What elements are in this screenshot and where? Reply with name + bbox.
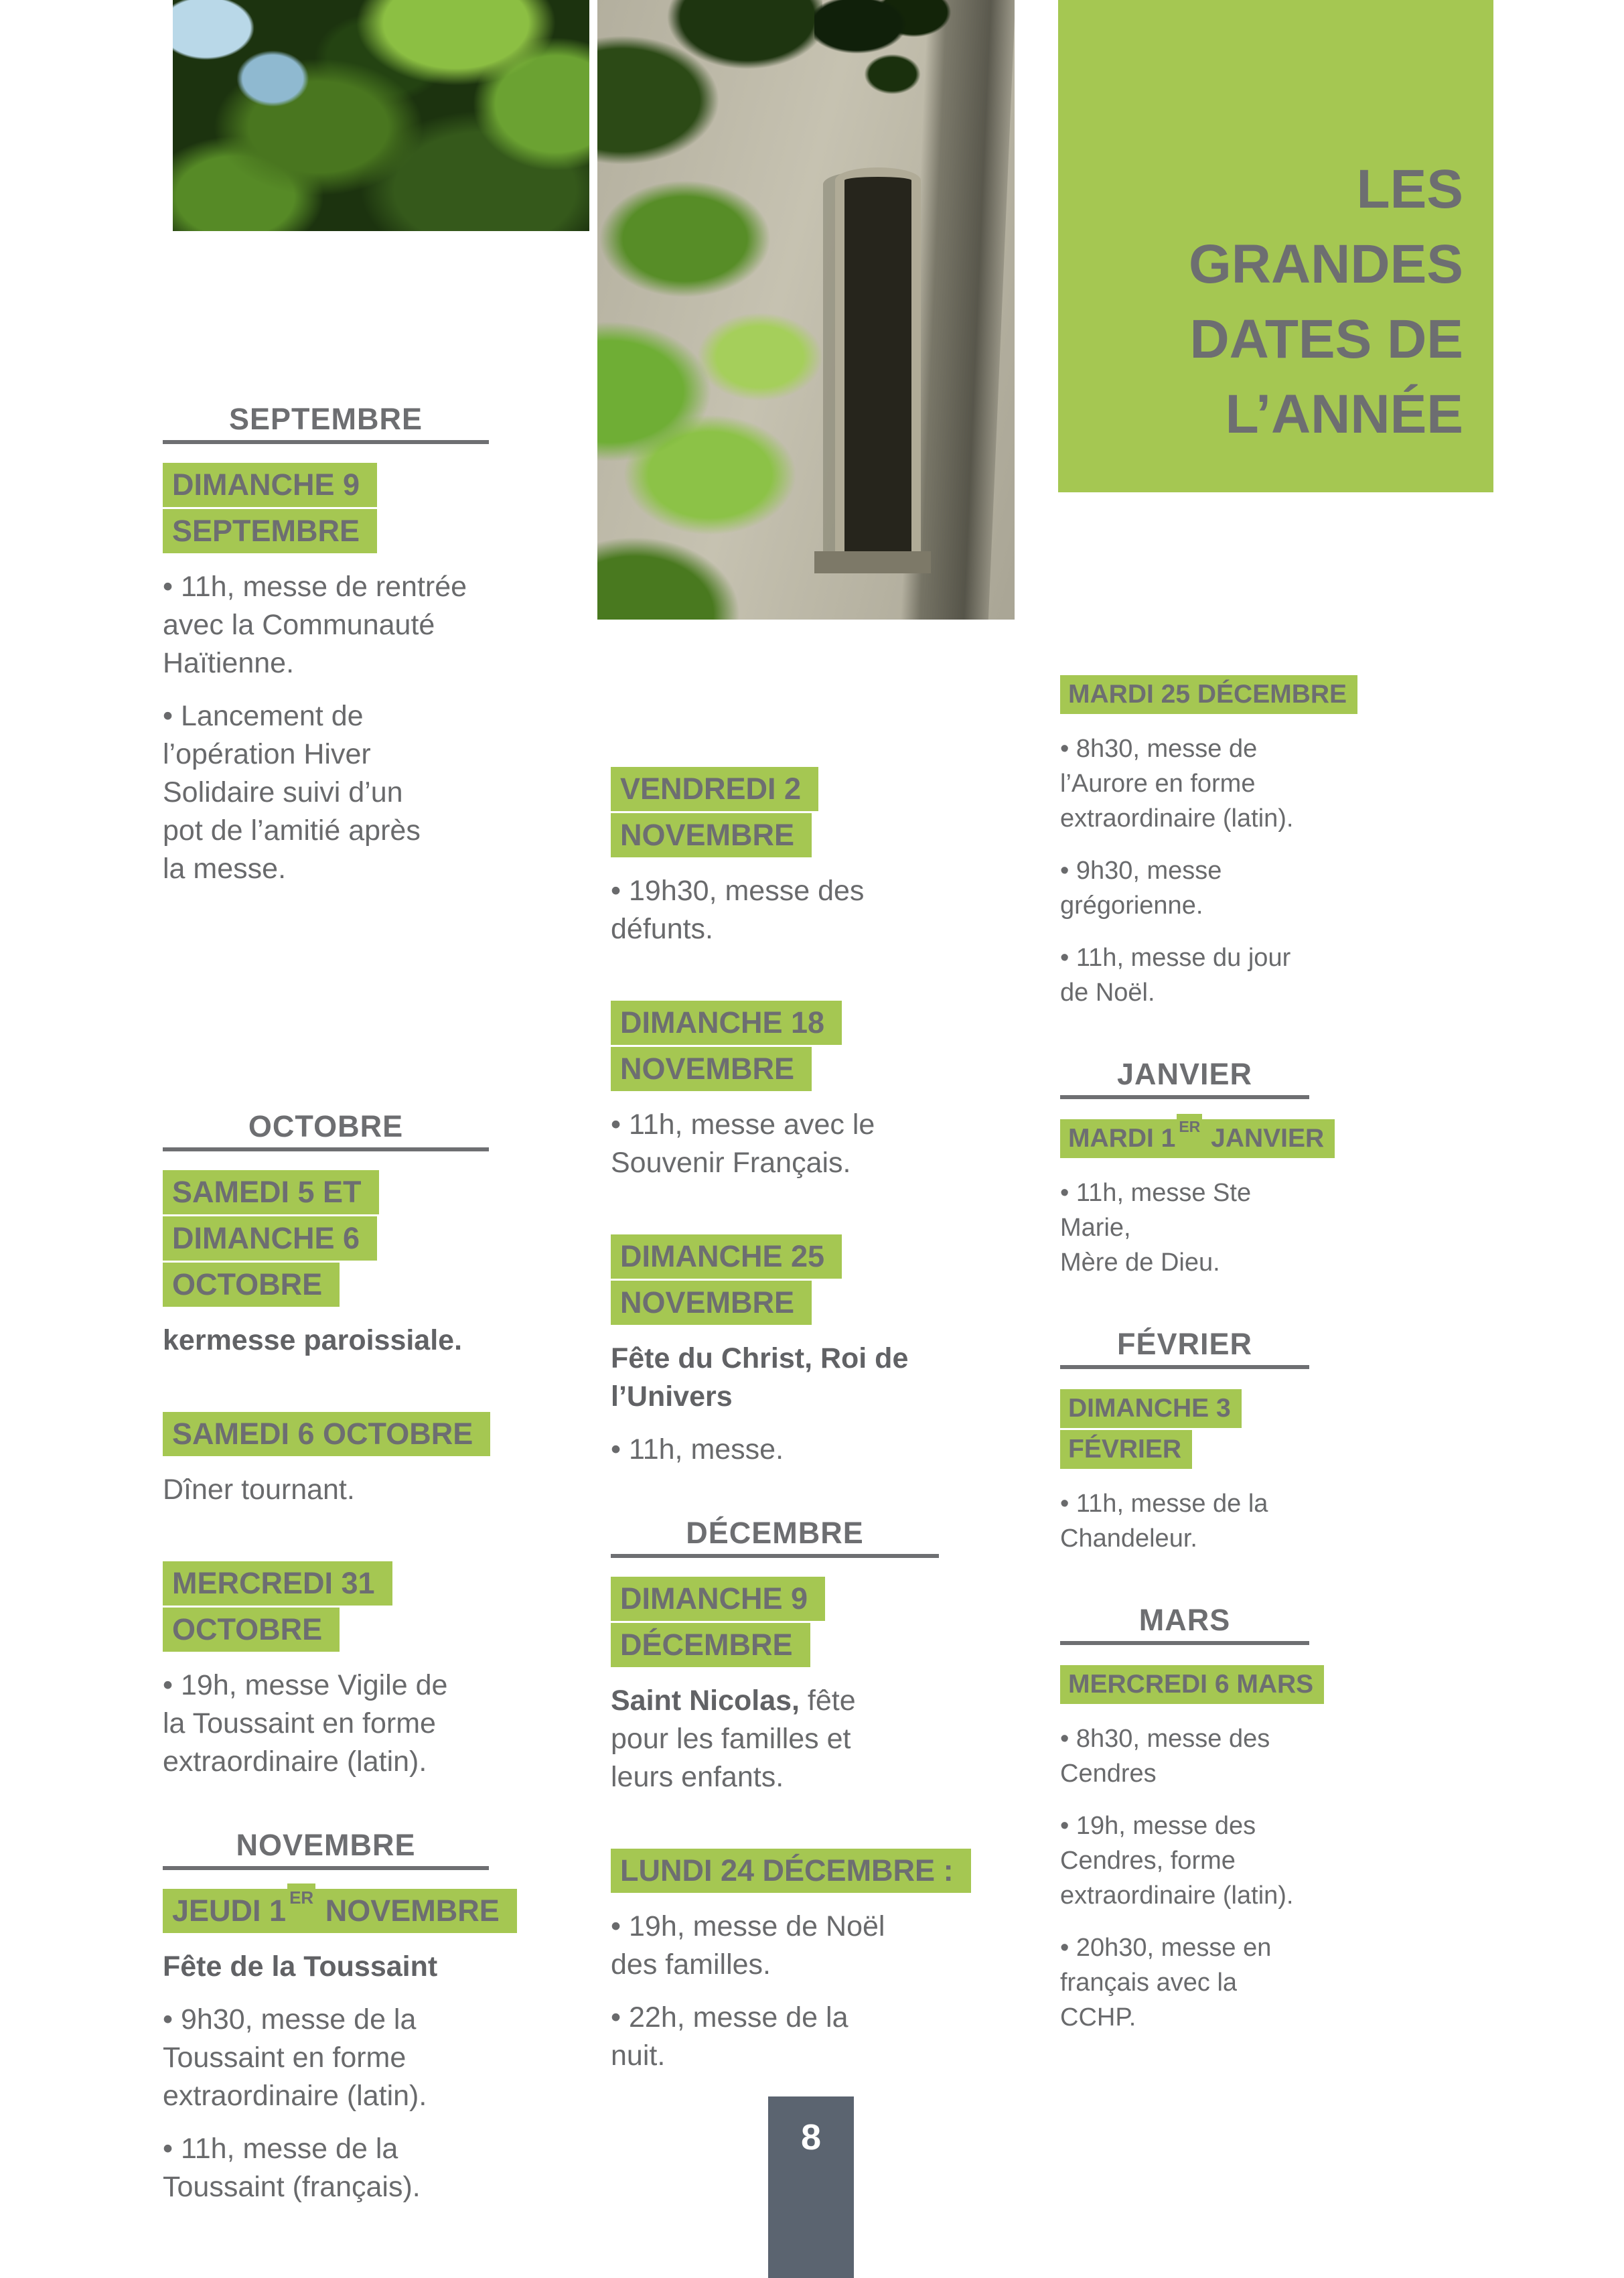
date-label-dimanche-9-septembre — [163, 463, 489, 553]
date-label-line: VENDREDI 2 — [611, 767, 939, 811]
photo-church-tower — [597, 0, 1015, 620]
date-label-line: SAMEDI 5 ET — [163, 1170, 489, 1214]
event-text: Fête du Christ, Roi de l’Univers — [611, 1342, 909, 1413]
event-text: • 11h, messe Ste Marie, Mère de Dieu. — [1060, 1179, 1252, 1277]
date-label-line: NOVEMBRE — [611, 1047, 939, 1091]
date-label-samedi-6-octobre — [163, 1412, 489, 1456]
date-label-vendredi-2-novembre — [611, 767, 939, 857]
date-label-line: NOVEMBRE — [611, 813, 939, 857]
church-window-sill — [814, 551, 931, 573]
date-label-jeudi-1er-novembre — [163, 1888, 500, 1933]
event-text: Saint Nicolas, fête pour les familles et leurs enfants. — [611, 1685, 856, 1793]
events-column-november-december — [611, 767, 954, 2075]
date-label-lundi-24-decembre — [611, 1849, 954, 1893]
date-label-line: SEPTEMBRE — [163, 509, 489, 553]
date-label-dimanche-25-novembre — [611, 1234, 939, 1325]
date-label-line: JEUDI 1 ER NOVEMBRE — [163, 1889, 489, 1933]
date-label-line: MERCREDI 6 MARS — [1060, 1665, 1309, 1704]
month-header-novembre: NOVEMBRE — [163, 1828, 489, 1870]
date-label-line: SAMEDI 6 OCTOBRE — [163, 1412, 489, 1456]
date-label-mardi-25-decembre — [1060, 675, 1347, 714]
date-label-line: OCTOBRE — [163, 1263, 489, 1307]
month-header-decembre: DÉCEMBRE — [611, 1516, 939, 1558]
event-text: • 8h30, messe de l’Aurore en forme extraordinaire (latin). — [1060, 735, 1294, 833]
page-number: 8 — [800, 2117, 822, 2157]
month-header-mars: MARS — [1060, 1603, 1309, 1645]
page-title-line: DATES DE — [1189, 309, 1463, 370]
date-label-dimanche-3-fevrier — [1060, 1389, 1309, 1469]
date-label-line: DIMANCHE 6 — [163, 1216, 489, 1261]
event-text: • 19h, messe de Noël des familles. — [611, 1910, 885, 1981]
month-header-octobre: OCTOBRE — [163, 1109, 489, 1151]
event-text: Fête de la Toussaint — [163, 1950, 438, 1983]
event-text: • 11h, messe de la Chandeleur. — [1060, 1490, 1268, 1553]
date-label-dimanche-18-novembre — [611, 1001, 939, 1091]
date-label-mercredi-31-octobre — [163, 1561, 489, 1652]
date-label-line: NOVEMBRE — [611, 1281, 939, 1325]
event-text: • 19h, messe des Cendres, forme extraordinaire (latin). — [1060, 1812, 1294, 1910]
event-text: • 11h, messe avec le Souvenir Français. — [611, 1109, 875, 1179]
event-text: • Lancement de l’opération Hiver Solidaire suivi d’un pot de l’amitié après la messe. — [163, 700, 421, 885]
event-text: • 19h, messe Vigile de la Toussaint en forme extraordinaire (latin). — [163, 1669, 448, 1778]
date-label-line: DIMANCHE 9 — [611, 1577, 939, 1621]
leaf-silhouette — [814, 0, 956, 105]
event-text: • 20h30, messe en français avec la CCHP. — [1060, 1934, 1272, 2032]
date-label-line: OCTOBRE — [163, 1608, 489, 1652]
month-header-septembre: SEPTEMBRE — [163, 402, 489, 444]
title-block — [1058, 0, 1493, 492]
date-label-line: MARDI 25 DÉCEMBRE — [1060, 675, 1309, 714]
event-text: • 9h30, messe grégorienne. — [1060, 857, 1222, 920]
page-title-line: GRANDES — [1188, 234, 1463, 295]
date-label-line: DÉCEMBRE — [611, 1623, 939, 1667]
event-text: • 19h30, messe des défunts. — [611, 875, 865, 945]
month-header-fevrier: FÉVRIER — [1060, 1327, 1309, 1369]
page-title-line: LES — [1356, 159, 1463, 220]
event-text: • 22h, messe de la nuit. — [611, 2001, 848, 2072]
event-text: • 11h, messe du jour de Noël. — [1060, 944, 1291, 1007]
date-label-line: MERCREDI 31 — [163, 1561, 489, 1606]
date-label-line: FÉVRIER — [1060, 1430, 1309, 1469]
date-label-mercredi-6-mars — [1060, 1665, 1314, 1704]
page-title-line: L’ANNÉE — [1225, 384, 1463, 445]
date-label-line: MARDI 1 ER JANVIER — [1060, 1119, 1309, 1158]
event-text: • 11h, messe de rentrée avec la Communauté Haïtienne. — [163, 571, 467, 679]
events-column-september-november — [163, 402, 500, 2206]
date-label-line: DIMANCHE 9 — [163, 463, 489, 507]
event-text: • 9h30, messe de la Toussaint en forme extraordinaire (latin). — [163, 2003, 427, 2112]
photo-trees — [173, 0, 589, 231]
superscript: ER — [1177, 1114, 1202, 1135]
superscript: ER — [287, 1883, 315, 1906]
church-window — [835, 167, 921, 561]
foliage-overlay — [597, 0, 822, 620]
date-label-samedi-5-et-dimanche-6-octobre — [163, 1170, 489, 1307]
date-label-line: DIMANCHE 25 — [611, 1234, 939, 1279]
event-text: • 8h30, messe des Cendres — [1060, 1725, 1270, 1788]
date-label-mardi-1er-janvier — [1060, 1118, 1325, 1158]
date-label-dimanche-9-decembre — [611, 1577, 939, 1667]
page-number-bar — [768, 2096, 854, 2278]
date-label-line: DIMANCHE 18 — [611, 1001, 939, 1045]
events-column-december-march — [1060, 675, 1347, 2035]
month-header-janvier: JANVIER — [1060, 1057, 1309, 1099]
event-text: kermesse paroissiale. — [163, 1324, 463, 1356]
date-label-line: LUNDI 24 DÉCEMBRE : — [611, 1849, 939, 1893]
event-text: • 11h, messe de la Toussaint (français). — [163, 2133, 421, 2203]
event-text: • 11h, messe. — [611, 1433, 784, 1466]
date-label-line: DIMANCHE 3 — [1060, 1389, 1309, 1428]
event-text: Dîner tournant. — [163, 1474, 355, 1506]
